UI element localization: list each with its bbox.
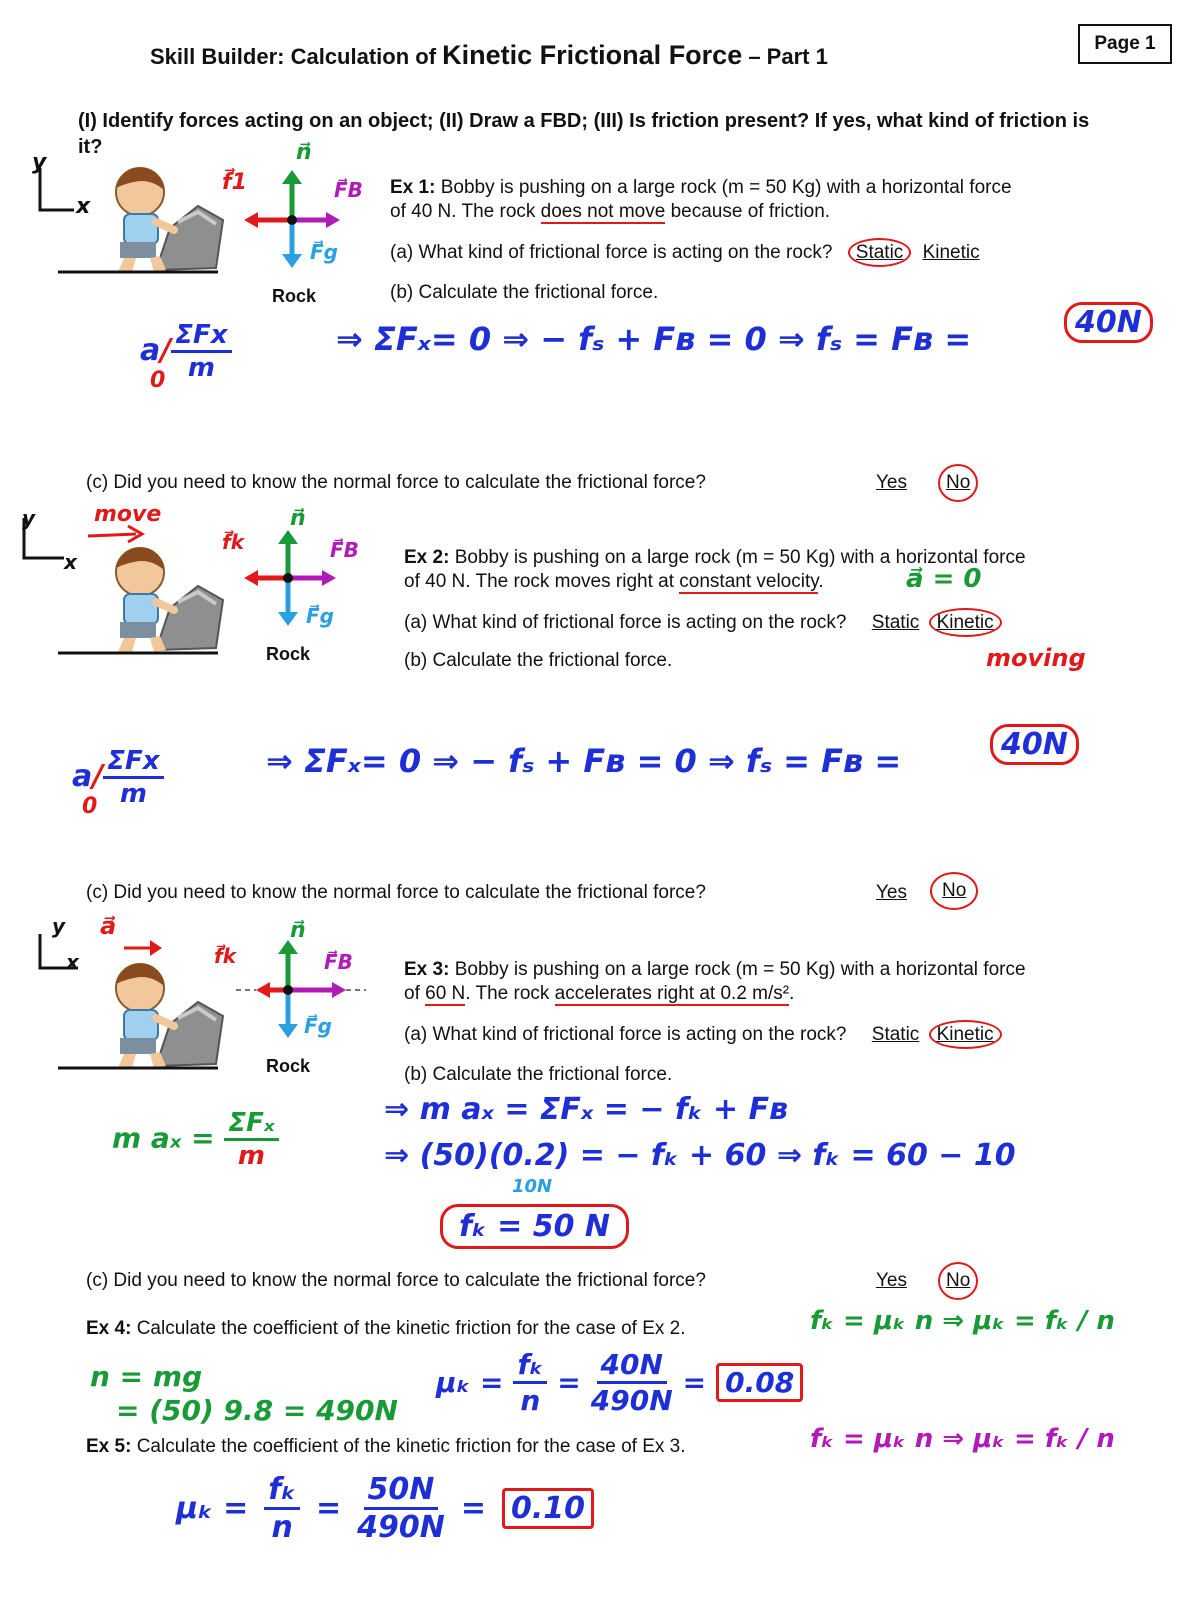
ex1-hw-equation: ⇒ ΣFₓ= 0 ⇒ − fₛ + Fʙ = 0 ⇒ fₛ = Fʙ = bbox=[336, 320, 972, 358]
ex2-question-b: (b) Calculate the frictional force. bbox=[404, 650, 673, 671]
fbd-gravity-label-ex3: F⃗g bbox=[304, 1014, 332, 1038]
static-option-ex3[interactable]: Static bbox=[871, 1024, 920, 1045]
ex5-hw-mu-calc: μₖ = $\frac{\text{fₖ}}{n}$ = $\frac{50N}{490N}$ = 0.10 bbox=[176, 1472, 594, 1545]
fbd-friction-label-ex2: f⃗k bbox=[222, 530, 245, 554]
ex1-question-a: (a) What kind of frictional force is acting on the rock? Static Kinetic bbox=[390, 242, 980, 264]
axis-x-label-ex2: x bbox=[64, 550, 77, 574]
rock-label-ex3: Rock bbox=[266, 1056, 311, 1076]
axis-y-label-ex2: y bbox=[22, 506, 36, 530]
fbd-gravity-label-ex1: F⃗g bbox=[310, 240, 338, 264]
fbd-push-label-ex3: F⃗B bbox=[324, 950, 353, 974]
ex2-hw-move: move bbox=[94, 502, 162, 527]
ex3-hw-answer: fₖ = 50 N bbox=[440, 1204, 629, 1249]
title-prefix: Skill Builder: Calculation of bbox=[150, 44, 443, 69]
ex2-hw-moving: moving bbox=[986, 644, 1086, 672]
ex3-question-a: (a) What kind of frictional force is acting on the rock? Static Kinetic bbox=[404, 1024, 1002, 1046]
ex2-hw-a-zero: a⃗ = 0 bbox=[906, 564, 982, 594]
axis-y-label: y bbox=[32, 150, 47, 175]
ex1-no-option-circled[interactable]: No bbox=[938, 464, 978, 502]
fbd-normal-label-ex3: n⃗ bbox=[290, 918, 306, 943]
ex5-hw-answer: 0.10 bbox=[502, 1488, 594, 1529]
ex4-hw-answer: 0.08 bbox=[716, 1363, 803, 1402]
page-number-box: Page 1 bbox=[1078, 24, 1172, 64]
static-option-circled[interactable]: Static bbox=[848, 238, 912, 267]
ex2-hw-equation: ⇒ ΣFₓ= 0 ⇒ − fₛ + Fʙ = 0 ⇒ fₛ = Fʙ = bbox=[266, 742, 902, 780]
ex2-yes-option[interactable]: Yes bbox=[876, 882, 907, 903]
ex2-hw-zero: 0 bbox=[82, 794, 98, 819]
acceleration-arrow-icon bbox=[124, 938, 174, 958]
ex4-hw-mu-calc: μₖ = $\frac{\text{fₖ}}{n}$ = $\frac{40N}{490N}$ = 0.08 bbox=[436, 1348, 803, 1417]
page-title bbox=[150, 40, 1010, 71]
title-main: Kinetic Frictional Force bbox=[442, 40, 743, 70]
ex3-hw-line2: ⇒ (50)(0.2) = − fₖ + 60 ⇒ fₖ = 60 − 10 bbox=[384, 1138, 1016, 1173]
kinetic-option-circled-ex3[interactable]: Kinetic bbox=[929, 1020, 1002, 1049]
ex3-hw-10n: 10N bbox=[512, 1176, 553, 1197]
ex3-question-c: (c) Did you need to know the normal force to calculate the frictional force? bbox=[86, 1270, 706, 1291]
ex3-yes-option[interactable]: Yes bbox=[876, 1270, 907, 1291]
axis-x-label-ex3: x bbox=[66, 950, 79, 974]
rock-label-ex1: Rock bbox=[272, 286, 317, 306]
ex4-hw-green-formula: fₖ = μₖ n ⇒ μₖ = fₖ / n bbox=[810, 1306, 1115, 1336]
ex2-question-a: (a) What kind of frictional force is acting on the rock? Static Kinetic bbox=[404, 612, 1002, 634]
ex1-statement: Ex 1: Bobby is pushing on a large rock (m = 50 Kg) with a horizontal force of 40 N. The rock does not move because of friction. bbox=[390, 177, 1012, 222]
rock-label-ex2: Rock bbox=[266, 644, 311, 664]
boy-pushing-rock-illustration-ex3 bbox=[58, 956, 228, 1076]
ex1-question-b: (b) Calculate the frictional force. bbox=[390, 282, 659, 303]
ex3-hw-newton-left: m aₓ = $\frac{\text{ΣFₓ}}{m}$ bbox=[112, 1108, 279, 1171]
axis-x-label: x bbox=[76, 194, 91, 219]
ex3-hw-a-vector: a⃗ bbox=[100, 912, 117, 940]
ex5-statement: Ex 5: Calculate the coefficient of the kinetic friction for the case of Ex 3. bbox=[86, 1436, 686, 1457]
fbd-friction-label-ex3: f⃗k bbox=[214, 944, 237, 968]
ex4-statement: Ex 4: Calculate the coefficient of the kinetic friction for the case of Ex 2. bbox=[86, 1318, 686, 1339]
title-suffix: – Part 1 bbox=[742, 44, 828, 69]
ex2-question-c: (c) Did you need to know the normal force to calculate the frictional force? bbox=[86, 882, 706, 903]
boy-pushing-rock-illustration-ex2 bbox=[58, 540, 228, 660]
fbd-friction-label-ex1: f⃗1 bbox=[222, 170, 247, 195]
ex3-statement: Ex 3: Bobby is pushing on a large rock (m = 50 Kg) with a horizontal force of 60 N. The rock accelerates right at 0.2 m/s². bbox=[404, 959, 1026, 1004]
kinetic-option[interactable]: Kinetic bbox=[922, 242, 980, 263]
boy-pushing-rock-illustration bbox=[58, 160, 228, 280]
ex4-hw-n-line1: n = mg bbox=[90, 1360, 203, 1393]
ex2-statement: Ex 2: Bobby is pushing on a large rock (m = 50 Kg) with a horizontal force of 40 N. The rock moves right at constant velocity. bbox=[404, 547, 1026, 592]
ex3-question-b: (b) Calculate the frictional force. bbox=[404, 1064, 673, 1085]
fbd-push-label-ex2: F⃗B bbox=[330, 538, 359, 562]
fbd-push-label-ex1: F⃗B bbox=[334, 178, 363, 202]
ex1-hw-zero: 0 bbox=[150, 368, 166, 393]
ex2-hw-answer: 40N bbox=[990, 724, 1079, 765]
ex2-no-option-circled[interactable]: No bbox=[930, 872, 978, 910]
static-option-ex2[interactable]: Static bbox=[871, 612, 920, 633]
ex1-yes-option[interactable]: Yes bbox=[876, 472, 907, 493]
ex4-hw-n-line2: = (50) 9.8 = 490N bbox=[116, 1394, 398, 1427]
ex5-hw-purple-formula: fₖ = μₖ n ⇒ μₖ = fₖ / n bbox=[810, 1424, 1115, 1454]
instructions: (I) Identify forces acting on an object; (II) Draw a FBD; (III) Is friction present? If yes, what kind of friction is it? bbox=[78, 110, 1090, 158]
ex3-hw-line1: ⇒ m aₓ = ΣFₓ = − fₖ + Fʙ bbox=[384, 1092, 789, 1127]
ex1-question-c: (c) Did you need to know the normal force to calculate the frictional force? bbox=[86, 472, 706, 493]
ex1-hw-answer: 40N bbox=[1064, 302, 1153, 343]
ex3-no-option-circled[interactable]: No bbox=[938, 1262, 978, 1300]
axis-y-label-ex3: y bbox=[52, 914, 66, 938]
fbd-normal-label-ex1: n⃗ bbox=[296, 140, 312, 165]
fbd-gravity-label-ex2: F⃗g bbox=[306, 604, 334, 628]
ex2-hw-newton: a/ $\frac{\text{ΣFx}}{m}$ bbox=[72, 746, 164, 809]
fbd-normal-label-ex2: n⃗ bbox=[290, 506, 306, 531]
ex1-hw-newton: a/ $\frac{\text{ΣFx}}{m}$ bbox=[140, 320, 232, 383]
kinetic-option-circled-ex2[interactable]: Kinetic bbox=[929, 608, 1002, 637]
